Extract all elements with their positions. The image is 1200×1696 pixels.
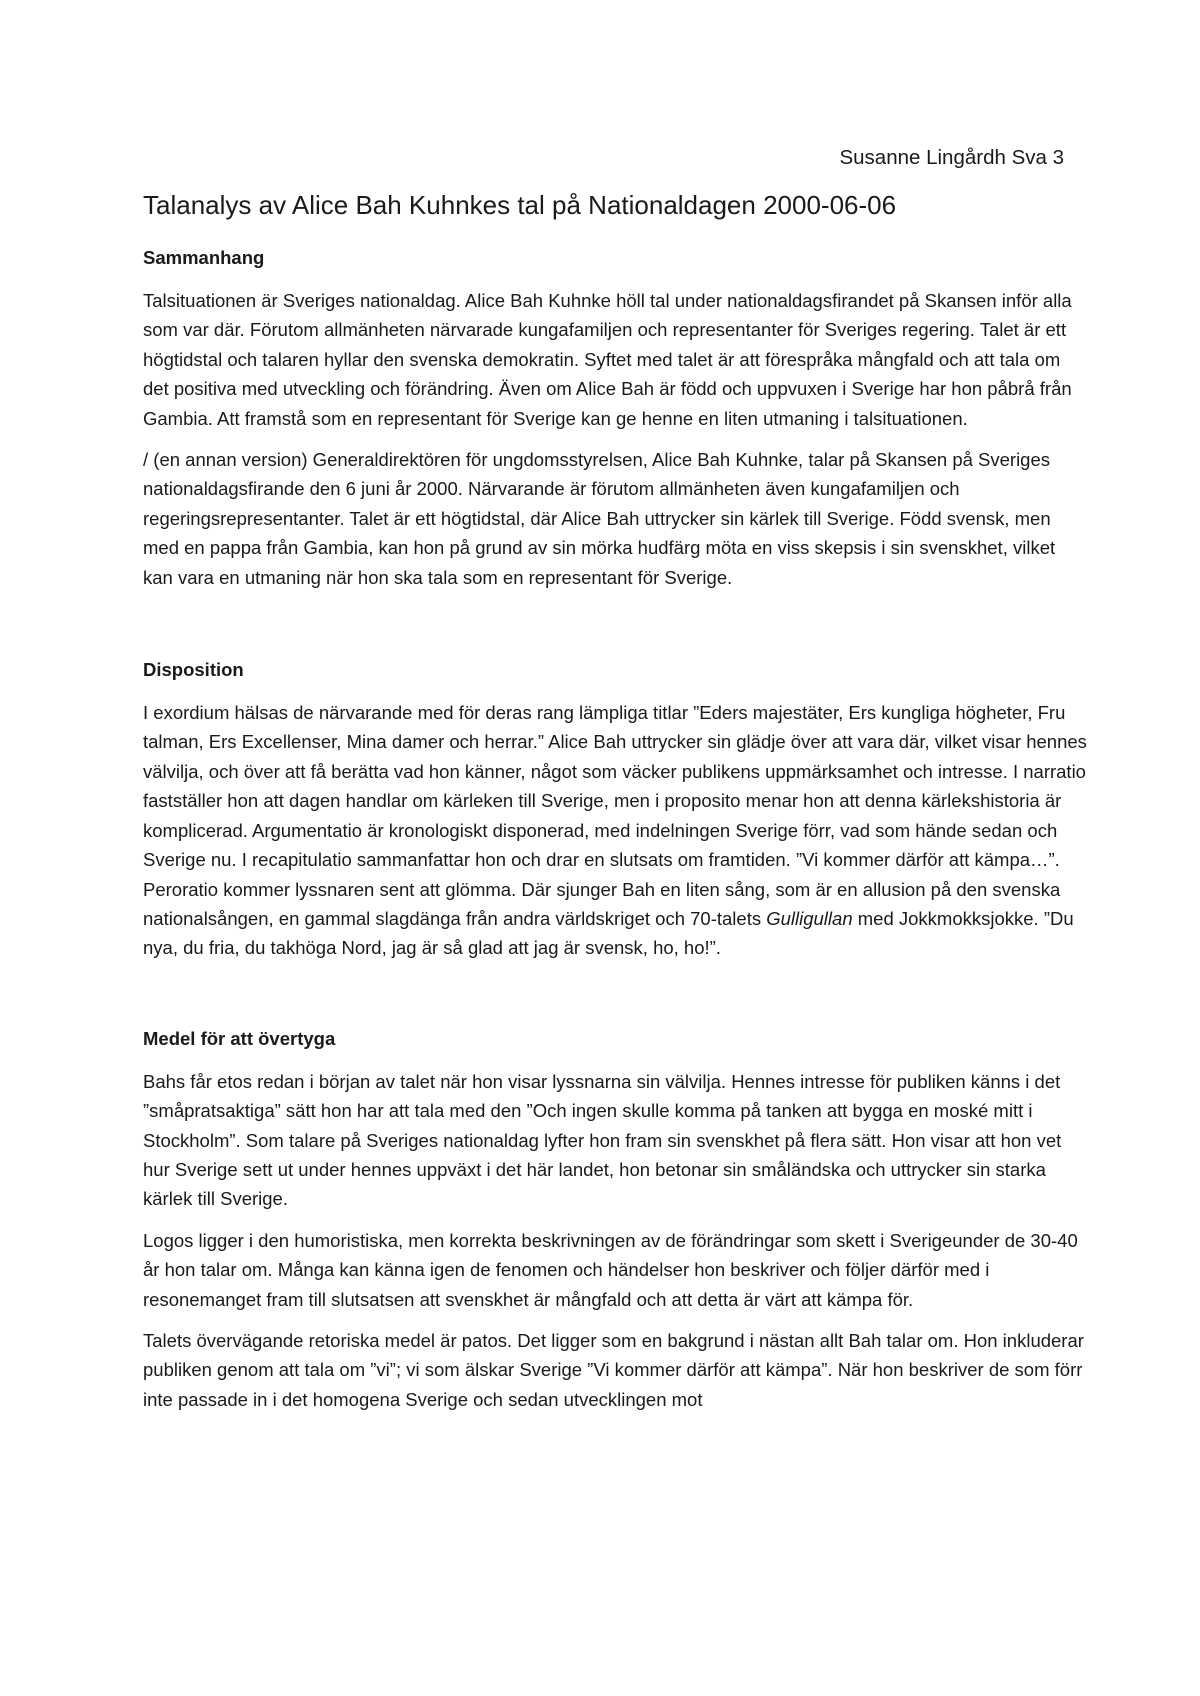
paragraph: Logos ligger i den humoristiska, men korrekta beskrivningen av de förändringar som skett i Sverigeunder de 30-40 år hon talar om. Många kan känna igen de fenomen och händelser hon beskriver och följer därför med i resonemanget fram till slutsatsen att svenskhet är mångfald och att detta är värt att kämpa för.: [143, 1229, 1078, 1310]
section-heading: Disposition: [143, 659, 244, 681]
paragraph-text: med Jokkmokksjokke. ”Du nya, du fria, du takhöga Nord, jag är så glad att jag är svensk, ho, ho!”.: [143, 907, 1074, 959]
paragraph: Talets övervägande retoriska medel är patos. Det ligger som en bakgrund i nästan allt Bah talar om. Hon inkluderar publiken genom att tala om ”vi”; vi som älskar Sverige ”Vi kommer därför att kämpa”. När hon beskriver de som förr inte passade in i det homogena Sverige och sedan utvecklingen mot: [143, 1329, 1084, 1410]
section-sammanhang: [143, 246, 1088, 592]
section-medel: [143, 1027, 1088, 1414]
section-spacer: [143, 975, 1088, 1027]
author-name: Susanne Lingårdh Sva 3: [839, 146, 1064, 169]
section-disposition: [143, 658, 1088, 963]
paragraph: / (en annan version) Generaldirektören för ungdomsstyrelsen, Alice Bah Kuhnke, talar på Skansen på Sveriges nationaldagsfirande den 6 juni år 2000. Närvarande är förutom allmänheten även kungafamiljen och regeringsrepresentanter. Talet är ett högtidstal, där Alice Bah uttrycker sin kärlek till Sverige. Född svensk, men med en pappa från Gambia, kan hon på grund av sin mörka hudfärg möta en viss skepsis i sin svenskhet, vilket kan vara en utmaning när hon ska tala som en representant för Sverige.: [143, 449, 1056, 588]
italic-title: Gulligullan: [766, 907, 853, 929]
paragraph: Talsituationen är Sveriges nationaldag. Alice Bah Kuhnke höll tal under nationaldagsfirandet på Skansen inför alla som var där. Förutom allmänheten närvarade kungafamiljen och representanter för Sveriges regering. Talet är ett högtidstal och talaren hyllar den svenska demokratin. Syftet med talet är att förespråka mångfald och att tala om det positiva med utveckling och förändring. Även om Alice Bah är född och uppvuxen i Sverige har hon påbrå från Gambia. Att framstå som en representant för Sverige kan ge henne en liten utmaning i talsituationen.: [143, 290, 1072, 429]
document-title: Talanalys av Alice Bah Kuhnkes tal på Nationaldagen 2000-06-06: [143, 190, 897, 220]
section-heading: Medel för att övertyga: [143, 1027, 336, 1049]
paragraph: Bahs får etos redan i början av talet när hon visar lyssnarna sin välvilja. Hennes intresse för publiken känns i det ”småpratsaktiga” sätt hon har att tala med den ”Och ingen skulle komma på tanken att bygga en moské mitt i Stockholm”. Som talare på Sveriges nationaldag lyfter hon fram sin svenskhet på flera sätt. Hon visar att hon vet hur Sverige sett ut under hennes uppväxt i det här landet, hon betonar sin småländska och uttrycker sin starka kärlek till Sverige.: [143, 1070, 1062, 1210]
paragraph-text: I exordium hälsas de närvarande med för deras rang lämpliga titlar ”Eders majestäter, Ers kungliga högheter, Fru talman, Ers Excellenser, Mina damer och herrar.” Alice Bah uttrycker sin glädje över att vara där, vilket visar hennes välvilja, och över att få berätta vad hon känner, något som väcker publikens uppmärksamhet och intresse. I narratio fastställer hon att dagen handlar om kärleken till Sverige, men i proposito menar hon att denna kärlekshistoria är komplicerad. Argumentatio är kronologiskt disponerad, med indelningen Sverige förr, vad som hände sedan och Sverige nu. I recapitulatio sammanfattar hon och drar en slutsats om framtiden. ”Vi kommer därför att kämpa…”. Peroratio kommer lyssnaren sent att glömma. Där sjunger Bah en liten sång, som är en allusion på den svenska nationalsången, en gammal slagdänga från andra världskriget och 70-talets: [143, 702, 1087, 929]
section-spacer: [143, 604, 1088, 658]
section-heading: Sammanhang: [143, 247, 265, 268]
paragraph: [143, 698, 1088, 963]
document-body: [143, 188, 1088, 1426]
